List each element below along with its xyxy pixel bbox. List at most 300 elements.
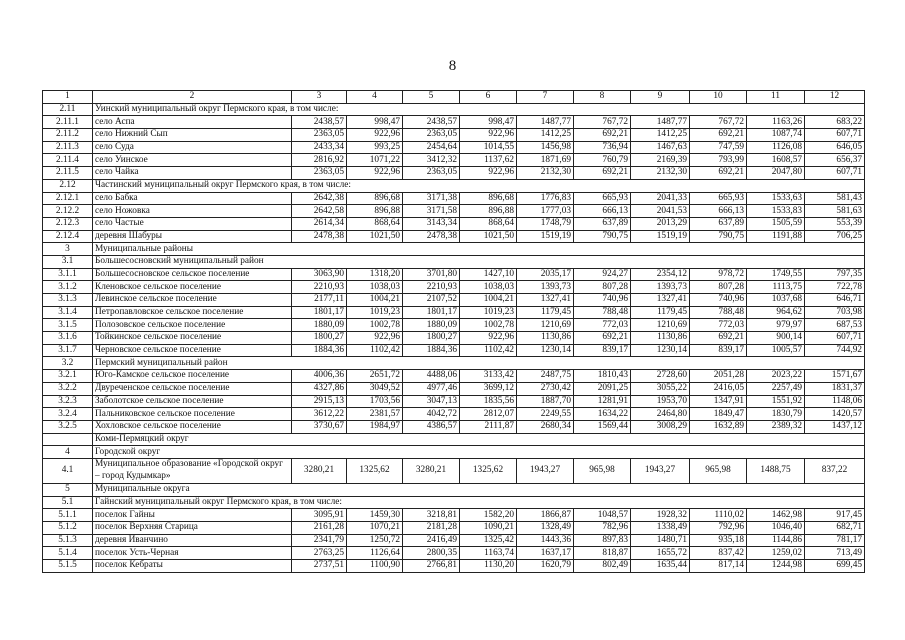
value-cell: 2249,55 xyxy=(517,408,574,421)
value-cell: 637,89 xyxy=(690,217,747,230)
value-cell: 1021,50 xyxy=(460,230,517,243)
section-title: Муниципальные районы xyxy=(93,243,865,256)
value-cell: 1021,50 xyxy=(347,230,403,243)
table-row xyxy=(43,141,865,154)
value-cell: 3280,21 xyxy=(292,458,347,483)
value-cell: 1325,62 xyxy=(347,458,403,483)
value-cell: 1347,91 xyxy=(690,395,747,408)
value-cell: 4386,57 xyxy=(403,420,460,433)
value-cell: 2177,11 xyxy=(292,294,347,307)
value-cell: 581,43 xyxy=(805,192,865,205)
row-code: 2.12.3 xyxy=(43,217,93,230)
value-cell: 1801,17 xyxy=(403,306,460,319)
value-cell: 2041,33 xyxy=(631,192,690,205)
value-cell: 1393,73 xyxy=(517,281,574,294)
value-cell: 1210,69 xyxy=(631,319,690,332)
value-cell: 4042,72 xyxy=(403,408,460,421)
value-cell: 1427,10 xyxy=(460,268,517,281)
table-body xyxy=(43,91,865,573)
row-code: 3.1.7 xyxy=(43,344,93,357)
value-cell: 1191,88 xyxy=(747,230,805,243)
value-cell: 868,64 xyxy=(347,217,403,230)
value-cell: 802,49 xyxy=(574,560,631,573)
value-cell: 646,71 xyxy=(805,294,865,307)
value-cell: 2047,80 xyxy=(747,167,805,180)
value-cell: 1620,79 xyxy=(517,560,574,573)
value-cell: 924,27 xyxy=(574,268,631,281)
table-row xyxy=(43,458,865,483)
row-code xyxy=(43,433,93,446)
table-row xyxy=(43,560,865,573)
value-cell: 2389,32 xyxy=(747,420,805,433)
value-cell: 1002,78 xyxy=(460,319,517,332)
value-cell: 3143,34 xyxy=(403,217,460,230)
row-name: село Уинское xyxy=(93,154,292,167)
section-title: Коми-Пермяцкий округ xyxy=(93,433,865,446)
row-code: 5.1.4 xyxy=(43,547,93,560)
value-cell: 2363,05 xyxy=(292,167,347,180)
column-number-cell: 2 xyxy=(93,91,292,104)
value-cell: 692,21 xyxy=(690,332,747,345)
row-name: село Частые xyxy=(93,217,292,230)
table-row xyxy=(43,205,865,218)
row-name: Большесосновское сельское поселение xyxy=(93,268,292,281)
value-cell: 2464,80 xyxy=(631,408,690,421)
value-cell: 1325,62 xyxy=(460,458,517,483)
row-name: поселок Усть-Черная xyxy=(93,547,292,560)
value-cell: 1443,36 xyxy=(517,534,574,547)
value-cell: 1462,98 xyxy=(747,509,805,522)
value-cell: 2363,05 xyxy=(403,129,460,142)
value-cell: 978,72 xyxy=(690,268,747,281)
value-cell: 2614,34 xyxy=(292,217,347,230)
value-cell: 772,03 xyxy=(690,319,747,332)
value-cell: 1505,59 xyxy=(747,217,805,230)
row-name: Двуреченское сельское поселение xyxy=(93,382,292,395)
value-cell: 1038,03 xyxy=(460,281,517,294)
value-cell: 2257,49 xyxy=(747,382,805,395)
value-cell: 1019,23 xyxy=(347,306,403,319)
table-row xyxy=(43,344,865,357)
column-number-cell: 9 xyxy=(631,91,690,104)
value-cell: 692,21 xyxy=(574,167,631,180)
row-code: 5.1.3 xyxy=(43,534,93,547)
table-row xyxy=(43,217,865,230)
column-number-cell: 1 xyxy=(43,91,93,104)
section-title: Муниципальные округа xyxy=(93,483,865,496)
value-cell: 1179,45 xyxy=(517,306,574,319)
tariff-table xyxy=(42,90,865,573)
value-cell: 1148,06 xyxy=(805,395,865,408)
row-code: 2.11.2 xyxy=(43,129,93,142)
value-cell: 1703,56 xyxy=(347,395,403,408)
value-cell: 2816,92 xyxy=(292,154,347,167)
value-cell: 922,96 xyxy=(347,332,403,345)
value-cell: 2737,51 xyxy=(292,560,347,573)
row-code: 2.11.4 xyxy=(43,154,93,167)
value-cell: 964,62 xyxy=(747,306,805,319)
value-cell: 922,96 xyxy=(347,167,403,180)
row-code: 4.1 xyxy=(43,458,93,483)
value-cell: 1749,55 xyxy=(747,268,805,281)
column-number-cell: 3 xyxy=(292,91,347,104)
value-cell: 1420,57 xyxy=(805,408,865,421)
row-code: 3.1.1 xyxy=(43,268,93,281)
row-name: село Суда xyxy=(93,141,292,154)
value-cell: 797,35 xyxy=(805,268,865,281)
row-code: 3.2.2 xyxy=(43,382,93,395)
value-cell: 1102,42 xyxy=(347,344,403,357)
value-cell: 665,93 xyxy=(690,192,747,205)
table-row xyxy=(43,268,865,281)
section-row xyxy=(43,433,865,446)
value-cell: 1102,42 xyxy=(460,344,517,357)
row-name: Муниципальное образование «Городской округ – город Кудымкар» xyxy=(93,458,292,483)
value-cell: 692,21 xyxy=(690,167,747,180)
row-name: село Аспа xyxy=(93,116,292,129)
value-cell: 998,47 xyxy=(460,116,517,129)
value-cell: 4977,46 xyxy=(403,382,460,395)
section-row xyxy=(43,357,865,370)
value-cell: 2728,60 xyxy=(631,370,690,383)
value-cell: 1163,26 xyxy=(747,116,805,129)
value-cell: 1113,75 xyxy=(747,281,805,294)
value-cell: 767,72 xyxy=(574,116,631,129)
value-cell: 2642,38 xyxy=(292,192,347,205)
section-row xyxy=(43,179,865,192)
row-code: 3.1.4 xyxy=(43,306,93,319)
section-row xyxy=(43,255,865,268)
value-cell: 3063,90 xyxy=(292,268,347,281)
table-row xyxy=(43,294,865,307)
value-cell: 2438,57 xyxy=(403,116,460,129)
row-code: 3.2.1 xyxy=(43,370,93,383)
row-code: 2.11 xyxy=(43,103,93,116)
table-row xyxy=(43,116,865,129)
value-cell: 818,87 xyxy=(574,547,631,560)
row-code: 3.1.3 xyxy=(43,294,93,307)
value-cell: 1487,77 xyxy=(631,116,690,129)
value-cell: 1019,23 xyxy=(460,306,517,319)
value-cell: 3133,42 xyxy=(460,370,517,383)
section-row xyxy=(43,243,865,256)
value-cell: 2730,42 xyxy=(517,382,574,395)
value-cell: 740,96 xyxy=(690,294,747,307)
value-cell: 2363,05 xyxy=(403,167,460,180)
value-cell: 2800,35 xyxy=(403,547,460,560)
value-cell: 868,64 xyxy=(460,217,517,230)
column-number-cell: 10 xyxy=(690,91,747,104)
value-cell: 790,75 xyxy=(574,230,631,243)
row-code: 2.12.1 xyxy=(43,192,93,205)
value-cell: 1002,78 xyxy=(347,319,403,332)
value-cell: 682,71 xyxy=(805,522,865,535)
value-cell: 3701,80 xyxy=(403,268,460,281)
value-cell: 965,98 xyxy=(574,458,631,483)
row-code: 3.2.3 xyxy=(43,395,93,408)
column-number-cell: 11 xyxy=(747,91,805,104)
value-cell: 1071,22 xyxy=(347,154,403,167)
value-cell: 1928,32 xyxy=(631,509,690,522)
value-cell: 1831,37 xyxy=(805,382,865,395)
value-cell: 2763,25 xyxy=(292,547,347,560)
table-row xyxy=(43,509,865,522)
value-cell: 2111,87 xyxy=(460,420,517,433)
value-cell: 2438,57 xyxy=(292,116,347,129)
column-number-cell: 4 xyxy=(347,91,403,104)
value-cell: 1210,69 xyxy=(517,319,574,332)
row-code: 5 xyxy=(43,483,93,496)
value-cell: 760,79 xyxy=(574,154,631,167)
value-cell: 1776,83 xyxy=(517,192,574,205)
value-cell: 1126,08 xyxy=(747,141,805,154)
value-cell: 792,96 xyxy=(690,522,747,535)
section-title: Гайнский муниципальный округ Пермского края, в том числе: xyxy=(93,496,865,509)
value-cell: 1318,20 xyxy=(347,268,403,281)
section-title: Уинский муниципальный округ Пермского края, в том числе: xyxy=(93,103,865,116)
value-cell: 1880,09 xyxy=(292,319,347,332)
value-cell: 935,18 xyxy=(690,534,747,547)
value-cell: 817,14 xyxy=(690,560,747,573)
row-code: 3 xyxy=(43,243,93,256)
table-row xyxy=(43,154,865,167)
value-cell: 2487,75 xyxy=(517,370,574,383)
value-cell: 1953,70 xyxy=(631,395,690,408)
value-cell: 1849,47 xyxy=(690,408,747,421)
value-cell: 1412,25 xyxy=(517,129,574,142)
value-cell: 896,68 xyxy=(347,192,403,205)
value-cell: 2416,05 xyxy=(690,382,747,395)
value-cell: 3049,52 xyxy=(347,382,403,395)
value-cell: 1608,57 xyxy=(747,154,805,167)
value-cell: 747,59 xyxy=(690,141,747,154)
value-cell: 1488,75 xyxy=(747,458,805,483)
value-cell: 683,22 xyxy=(805,116,865,129)
value-cell: 965,98 xyxy=(690,458,747,483)
value-cell: 3171,58 xyxy=(403,205,460,218)
value-cell: 1519,19 xyxy=(517,230,574,243)
value-cell: 2478,38 xyxy=(292,230,347,243)
section-title: Городской округ xyxy=(93,446,865,459)
row-name: Полозовское сельское поселение xyxy=(93,319,292,332)
value-cell: 3047,13 xyxy=(403,395,460,408)
value-cell: 2041,53 xyxy=(631,205,690,218)
value-cell: 1130,20 xyxy=(460,560,517,573)
value-cell: 2051,28 xyxy=(690,370,747,383)
row-code: 2.11.1 xyxy=(43,116,93,129)
value-cell: 1871,69 xyxy=(517,154,574,167)
value-cell: 2433,34 xyxy=(292,141,347,154)
value-cell: 692,21 xyxy=(574,332,631,345)
value-cell: 782,96 xyxy=(574,522,631,535)
table-row xyxy=(43,167,865,180)
value-cell: 607,71 xyxy=(805,332,865,345)
table-row xyxy=(43,306,865,319)
value-cell: 793,99 xyxy=(690,154,747,167)
row-name: Тойкинское сельское поселение xyxy=(93,332,292,345)
value-cell: 993,25 xyxy=(347,141,403,154)
value-cell: 1393,73 xyxy=(631,281,690,294)
row-code: 3.1.2 xyxy=(43,281,93,294)
column-number-cell: 7 xyxy=(517,91,574,104)
value-cell: 1004,21 xyxy=(460,294,517,307)
value-cell: 3055,22 xyxy=(631,382,690,395)
section-title: Частинский муниципальный округ Пермского края, в том числе: xyxy=(93,179,865,192)
value-cell: 1632,89 xyxy=(690,420,747,433)
value-cell: 581,63 xyxy=(805,205,865,218)
value-cell: 1126,64 xyxy=(347,547,403,560)
value-cell: 807,28 xyxy=(574,281,631,294)
value-cell: 1046,40 xyxy=(747,522,805,535)
table-row xyxy=(43,370,865,383)
value-cell: 687,53 xyxy=(805,319,865,332)
value-cell: 807,28 xyxy=(690,281,747,294)
value-cell: 3699,12 xyxy=(460,382,517,395)
value-cell: 2161,28 xyxy=(292,522,347,535)
row-name: Кленовское сельское поселение xyxy=(93,281,292,294)
value-cell: 767,72 xyxy=(690,116,747,129)
value-cell: 1635,44 xyxy=(631,560,690,573)
value-cell: 3280,21 xyxy=(403,458,460,483)
value-cell: 703,98 xyxy=(805,306,865,319)
row-name: село Бабка xyxy=(93,192,292,205)
table-row xyxy=(43,420,865,433)
value-cell: 1551,92 xyxy=(747,395,805,408)
row-name: Юго-Камское сельское поселение xyxy=(93,370,292,383)
row-code: 4 xyxy=(43,446,93,459)
row-code: 5.1.2 xyxy=(43,522,93,535)
value-cell: 2416,49 xyxy=(403,534,460,547)
table-row xyxy=(43,192,865,205)
row-code: 2.11.3 xyxy=(43,141,93,154)
value-cell: 1634,22 xyxy=(574,408,631,421)
row-code: 3.1.5 xyxy=(43,319,93,332)
row-name: Левинское сельское поселение xyxy=(93,294,292,307)
value-cell: 1655,72 xyxy=(631,547,690,560)
row-name: Заболотское сельское поселение xyxy=(93,395,292,408)
value-cell: 2132,30 xyxy=(517,167,574,180)
value-cell: 3612,22 xyxy=(292,408,347,421)
value-cell: 1519,19 xyxy=(631,230,690,243)
value-cell: 2210,93 xyxy=(292,281,347,294)
value-cell: 2812,07 xyxy=(460,408,517,421)
value-cell: 1179,45 xyxy=(631,306,690,319)
table-row xyxy=(43,281,865,294)
value-cell: 2169,39 xyxy=(631,154,690,167)
value-cell: 1244,98 xyxy=(747,560,805,573)
value-cell: 1130,86 xyxy=(517,332,574,345)
value-cell: 2023,22 xyxy=(747,370,805,383)
value-cell: 2381,57 xyxy=(347,408,403,421)
value-cell: 781,17 xyxy=(805,534,865,547)
value-cell: 1250,72 xyxy=(347,534,403,547)
value-cell: 1005,57 xyxy=(747,344,805,357)
value-cell: 646,05 xyxy=(805,141,865,154)
section-row xyxy=(43,483,865,496)
value-cell: 896,88 xyxy=(347,205,403,218)
row-code: 2.12.2 xyxy=(43,205,93,218)
page-number: 8 xyxy=(448,58,457,74)
section-row xyxy=(43,446,865,459)
value-cell: 896,88 xyxy=(460,205,517,218)
value-cell: 1571,67 xyxy=(805,370,865,383)
row-name: село Чайка xyxy=(93,167,292,180)
value-cell: 1048,57 xyxy=(574,509,631,522)
value-cell: 2132,30 xyxy=(631,167,690,180)
value-cell: 1748,79 xyxy=(517,217,574,230)
section-row xyxy=(43,496,865,509)
value-cell: 1014,55 xyxy=(460,141,517,154)
row-name: деревня Шабуры xyxy=(93,230,292,243)
value-cell: 1230,14 xyxy=(517,344,574,357)
value-cell: 1880,09 xyxy=(403,319,460,332)
section-title: Пермский муниципальный район xyxy=(93,357,865,370)
value-cell: 1230,14 xyxy=(631,344,690,357)
section-title: Большесосновский муниципальный район xyxy=(93,255,865,268)
row-code: 3.1.6 xyxy=(43,332,93,345)
value-cell: 3008,29 xyxy=(631,420,690,433)
row-code: 3.2.4 xyxy=(43,408,93,421)
value-cell: 2642,58 xyxy=(292,205,347,218)
value-cell: 1163,74 xyxy=(460,547,517,560)
row-code: 3.2.5 xyxy=(43,420,93,433)
value-cell: 607,71 xyxy=(805,167,865,180)
value-cell: 1327,41 xyxy=(631,294,690,307)
value-cell: 790,75 xyxy=(690,230,747,243)
value-cell: 1835,56 xyxy=(460,395,517,408)
value-cell: 1037,68 xyxy=(747,294,805,307)
value-cell: 3171,38 xyxy=(403,192,460,205)
value-cell: 1943,27 xyxy=(631,458,690,483)
value-cell: 1810,43 xyxy=(574,370,631,383)
value-cell: 2363,05 xyxy=(292,129,347,142)
value-cell: 1800,27 xyxy=(403,332,460,345)
row-code: 5.1.5 xyxy=(43,560,93,573)
value-cell: 1259,02 xyxy=(747,547,805,560)
value-cell: 1412,25 xyxy=(631,129,690,142)
value-cell: 922,96 xyxy=(460,129,517,142)
row-name: село Нижний Сып xyxy=(93,129,292,142)
value-cell: 2107,52 xyxy=(403,294,460,307)
value-cell: 917,45 xyxy=(805,509,865,522)
value-cell: 699,45 xyxy=(805,560,865,573)
value-cell: 1070,21 xyxy=(347,522,403,535)
value-cell: 1637,17 xyxy=(517,547,574,560)
column-number-cell: 5 xyxy=(403,91,460,104)
value-cell: 897,83 xyxy=(574,534,631,547)
value-cell: 788,48 xyxy=(574,306,631,319)
value-cell: 2013,29 xyxy=(631,217,690,230)
value-cell: 2354,12 xyxy=(631,268,690,281)
value-cell: 922,96 xyxy=(347,129,403,142)
value-cell: 1801,17 xyxy=(292,306,347,319)
value-cell: 656,37 xyxy=(805,154,865,167)
row-name: село Ножовка xyxy=(93,205,292,218)
row-name: деревня Иванчино xyxy=(93,534,292,547)
value-cell: 772,03 xyxy=(574,319,631,332)
value-cell: 3412,32 xyxy=(403,154,460,167)
value-cell: 607,71 xyxy=(805,129,865,142)
value-cell: 1943,27 xyxy=(517,458,574,483)
value-cell: 979,97 xyxy=(747,319,805,332)
value-cell: 2454,64 xyxy=(403,141,460,154)
column-number-row xyxy=(43,91,865,104)
value-cell: 1137,62 xyxy=(460,154,517,167)
value-cell: 2035,17 xyxy=(517,268,574,281)
section-row xyxy=(43,103,865,116)
value-cell: 666,13 xyxy=(574,205,631,218)
value-cell: 1777,03 xyxy=(517,205,574,218)
